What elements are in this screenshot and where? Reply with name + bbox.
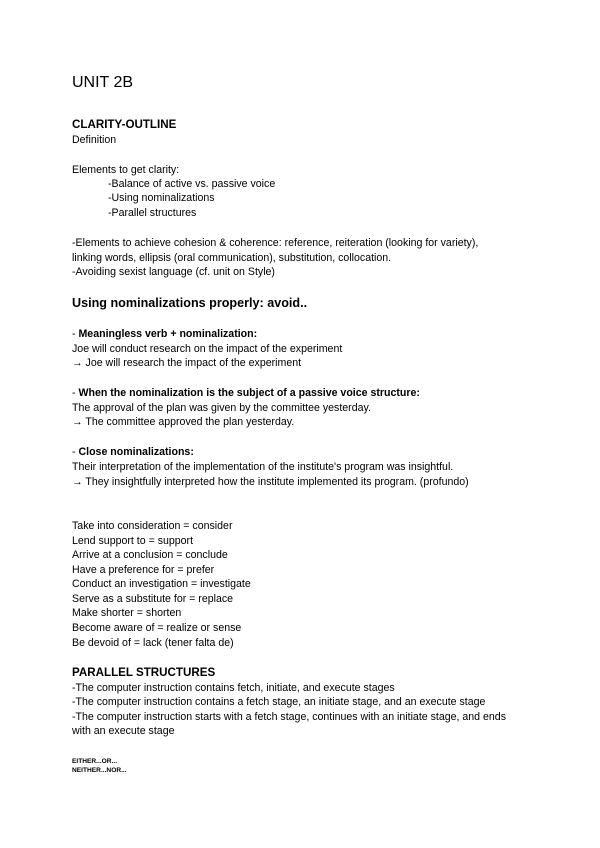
parallel-line: -The computer instruction contains a fetch stage, an initiate stage, and an execute stage — [72, 696, 486, 708]
section-title-text: When the nominalization is the subject of a passive voice structure: — [78, 387, 420, 399]
section-title — [72, 327, 257, 341]
equivalent-line: Arrive at a conclusion = conclude — [72, 549, 228, 561]
equivalent-line: Conduct an investigation = investigate — [72, 578, 251, 590]
example-line: Joe will conduct research on the impact of the experiment — [72, 343, 343, 355]
equivalent-line: Be devoid of = lack (tener falta de) — [72, 637, 234, 649]
page-title: UNIT 2B — [72, 74, 134, 91]
element-item: -Using nominalizations — [108, 192, 215, 204]
parallel-line: with an execute stage — [72, 725, 175, 737]
parallel-line: -The computer instruction starts with a fetch stage, continues with an initiate stage, and ends — [72, 711, 506, 723]
cohesion-line: -Avoiding sexist language (cf. unit on Style) — [72, 266, 275, 278]
cohesion-line: -Elements to achieve cohesion & coherence: reference, reiteration (looking for variety), — [72, 237, 479, 249]
section-title — [72, 445, 194, 459]
example-line: The approval of the plan was given by the committee yesterday. — [72, 402, 371, 414]
definition-label: Definition — [72, 134, 117, 146]
clarity-heading: CLARITY-OUTLINE — [72, 118, 177, 131]
section-title-text: Close nominalizations: — [78, 446, 194, 458]
equivalent-line: Have a preference for = prefer — [72, 564, 215, 576]
equivalent-line: Become aware of = realize or sense — [72, 622, 242, 634]
section-dash: - — [72, 446, 79, 458]
section-dash: - — [72, 328, 79, 340]
element-item: -Balance of active vs. passive voice — [108, 178, 276, 190]
equivalent-line: Make shorter = shorten — [72, 607, 182, 619]
nominal-heading: Using nominalizations properly: avoid.. — [72, 296, 308, 310]
either-or-note: EITHER...OR... — [72, 758, 118, 765]
equivalent-line: Serve as a substitute for = replace — [72, 593, 234, 605]
example-line: → They insightfully interpreted how the institute implemented its program. (profundo) — [72, 476, 469, 488]
parallel-heading: PARALLEL STRUCTURES — [72, 666, 216, 679]
section-dash: - — [72, 387, 79, 399]
section-title — [72, 386, 420, 400]
element-item: -Parallel structures — [108, 207, 197, 219]
equivalent-line: Take into consideration = consider — [72, 520, 233, 532]
elements-intro: Elements to get clarity: — [72, 164, 180, 176]
neither-nor-note: NEITHER...NOR... — [72, 767, 127, 774]
example-line: → Joe will research the impact of the experiment — [72, 357, 302, 369]
example-line: Their interpretation of the implementation of the institute's program was insightful. — [72, 461, 454, 473]
parallel-line: -The computer instruction contains fetch, initiate, and execute stages — [72, 682, 395, 694]
cohesion-line: linking words, ellipsis (oral communication), substitution, collocation. — [72, 252, 392, 264]
equivalent-line: Lend support to = support — [72, 535, 194, 547]
example-line: → The committee approved the plan yesterday. — [72, 416, 295, 428]
section-title-text: Meaningless verb + nominalization: — [78, 328, 258, 340]
